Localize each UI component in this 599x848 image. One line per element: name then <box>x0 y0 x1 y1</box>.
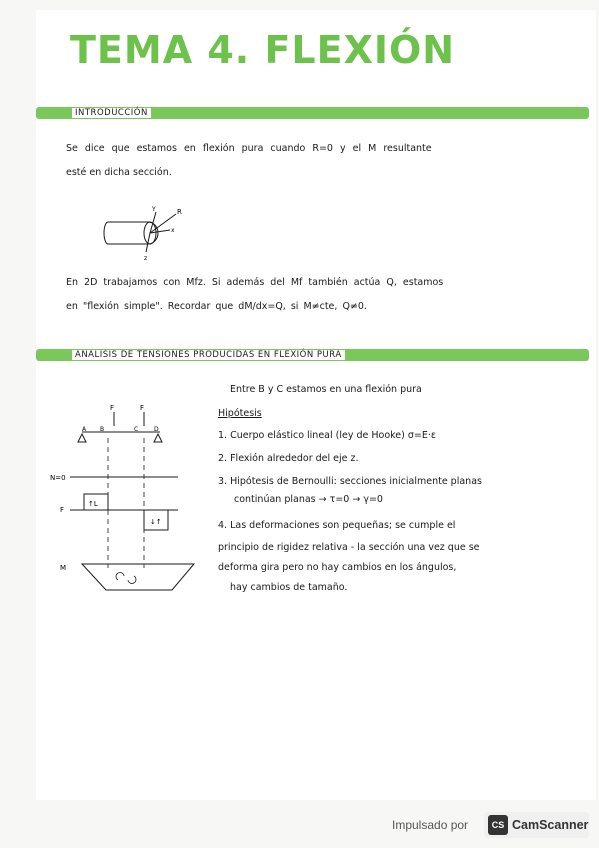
hypothesis-heading: Hipótesis <box>218 408 262 419</box>
powered-by-text: Impulsado por <box>392 818 469 832</box>
analysis-heading: ANALISIS DE TENSIONES PRODUCIDAS EN FLEXIÓN PURA <box>72 350 345 360</box>
shear-force-label: F <box>60 506 65 514</box>
normal-force-label: N=0 <box>50 474 66 482</box>
intro-line-2: esté en dicha sección. <box>66 167 172 178</box>
hypothesis-2: 2. Flexión alrededor del eje z. <box>218 453 359 464</box>
axis-label-z: z <box>144 255 148 262</box>
hypothesis-3a: 3. Hipótesis de Bernoulli: secciones inicialmente planas <box>218 476 482 487</box>
intro-heading: INTRODUCCIÓN <box>72 108 151 118</box>
beam-diagram <box>48 398 224 604</box>
hypothesis-4b: principio de rigidez relativa - la sección una vez que se <box>218 542 480 553</box>
hypothesis-4d: hay cambios de tamaño. <box>230 582 348 593</box>
hypothesis-1: 1. Cuerpo elástico lineal (ley de Hooke) σ=E·ε <box>218 430 437 441</box>
analysis-line-1: Entre B y C estamos en una flexión pura <box>230 384 422 395</box>
axis-label-y: Y <box>152 206 156 213</box>
force-label-right: F <box>140 404 145 412</box>
intro-line-4: en "flexión simple". Recordar que dM/dx=Q, si M≠cte, Q≠0. <box>66 301 367 312</box>
point-label-a: A <box>82 426 87 433</box>
shear-left-annotation: ↑L <box>88 500 98 508</box>
hypothesis-3b: continúan planas → τ=0 → γ=0 <box>234 494 383 505</box>
shear-right-annotation: ↓↑ <box>150 518 162 526</box>
camscanner-icon: CS <box>488 815 508 835</box>
hypothesis-4a: 4. Las deformaciones son pequeñas; se cumple el <box>218 520 456 531</box>
axis-label-r: R <box>177 208 182 216</box>
page-title: TEMA 4. FLEXIÓN <box>70 28 456 72</box>
intro-line-3: En 2D trabajamos con Mfz. Si además del Mf también actúa Q, estamos <box>66 277 444 288</box>
hypothesis-4c: deforma gira pero no hay cambios en los ángulos, <box>218 562 457 573</box>
intro-diagram <box>98 200 198 262</box>
point-label-c: C <box>134 426 139 433</box>
force-label-left: F <box>110 404 115 412</box>
point-label-d: D <box>154 426 159 433</box>
camscanner-brand: CamScanner <box>512 818 589 832</box>
axis-label-x: x <box>171 227 175 234</box>
intro-line-1: Se dice que estamos en flexión pura cuando R=0 y el M resultante <box>66 143 432 154</box>
moment-label: M <box>60 564 67 572</box>
point-label-b: B <box>100 426 105 433</box>
camscanner-logo <box>484 812 589 838</box>
